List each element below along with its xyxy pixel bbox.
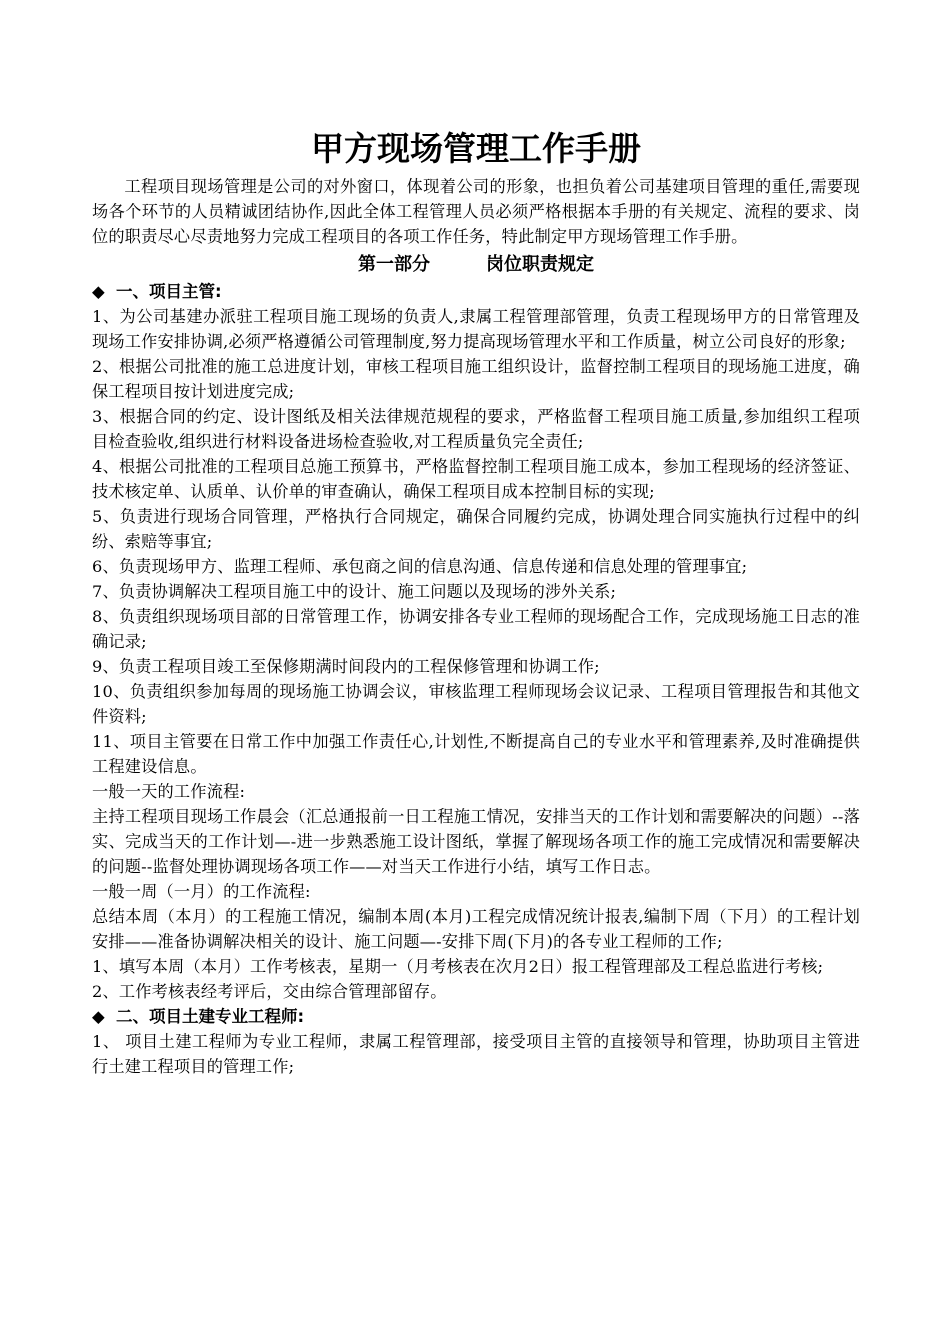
document-title: 甲方现场管理工作手册	[311, 129, 641, 168]
intro-paragraph: 工程项目现场管理是公司的对外窗口，体现着公司的形象，也担负着公司基建项目管理的重任,需要现场各个环节的人员精诚团结协作,因此全体工程管理人员必须严格根据本手册的有关规定、流程的要求、岗位的职责尽心尽责地努力完成工程项目的各项工作任务，特此制定甲方现场管理工作手册。	[92, 177, 860, 246]
diamond-bullet-icon: ◆	[92, 1007, 105, 1026]
section-heading-project-manager	[92, 279, 860, 304]
list-item: 5、负责进行现场合同管理，严格执行合同规定，确保合同履约完成，协调处理合同实施执行过程中的纠纷、索赔等事宜;	[92, 507, 860, 551]
document-page	[92, 126, 860, 1079]
list-item: 9、负责工程项目竣工至保修期满时间段内的工程保修管理和协调工作;	[92, 657, 600, 676]
daily-workflow-text: 主持工程项目现场工作晨会（汇总通报前一日工程施工情况，安排当天的工作计划和需要解决的问题）--落实、完成当天的工作计划—-进一步熟悉施工设计图纸，掌握了解现场各项工作的施工完成情况和需要解决的问题--监督处理协调现场各项工作——对当天工作进行小结，填写工作日志。	[92, 807, 860, 876]
section-heading-label: 一、项目主管:	[116, 282, 222, 301]
diamond-bullet-icon: ◆	[92, 282, 105, 301]
list-item: 8、负责组织现场项目部的日常管理工作，协调安排各专业工程师的现场配合工作，完成现场施工日志的准确记录;	[92, 607, 860, 651]
part-name: 岗位职责规定	[486, 254, 594, 275]
section-heading-label: 二、项目土建专业工程师:	[116, 1007, 305, 1026]
weekly-workflow-text: 总结本周（本月）的工程施工情况，编制本周(本月)工程完成情况统计报表,编制下周（下月）的工程计划安排——准备协调解决相关的设计、施工问题—-安排下周(下月)的各专业工程师的工作;	[92, 907, 860, 951]
list-item: 1、填写本周（本月）工作考核表，星期一（月考核表在次月2日）报工程管理部及工程总监进行考核;	[92, 957, 824, 976]
list-item: 1、 项目土建工程师为专业工程师，隶属工程管理部，接受项目主管的直接领导和管理，协助项目主管进行土建工程项目的管理工作;	[92, 1032, 860, 1076]
list-item: 7、负责协调解决工程项目施工中的设计、施工问题以及现场的涉外关系;	[92, 582, 617, 601]
daily-workflow-label: 一般一天的工作流程:	[92, 782, 246, 801]
section-heading-civil-engineer	[92, 1004, 860, 1029]
list-item: 6、负责现场甲方、监理工程师、承包商之间的信息沟通、信息传递和信息处理的管理事宜;	[92, 557, 748, 576]
weekly-workflow-label: 一般一周（一月）的工作流程:	[92, 882, 311, 901]
list-item: 2、根据公司批准的施工总进度计划，审核工程项目施工组织设计，监督控制工程项目的现场施工进度，确保工程项目按计划进度完成;	[92, 357, 860, 401]
part-label: 第一部分	[358, 254, 430, 275]
part-heading	[92, 251, 860, 279]
list-item: 2、工作考核表经考评后，交由综合管理部留存。	[92, 982, 447, 1001]
list-item: 11、项目主管要在日常工作中加强工作责任心,计划性,不断提高自己的专业水平和管理素养,及时准确提供工程建设信息。	[92, 732, 860, 776]
list-item: 4、根据公司批准的工程项目总施工预算书，严格监督控制工程项目施工成本，参加工程现场的经济签证、技术核定单、认质单、认价单的审查确认，确保工程项目成本控制目标的实现;	[92, 457, 860, 501]
list-item: 10、负责组织参加每周的现场施工协调会议，审核监理工程师现场会议记录、工程项目管理报告和其他文件资料;	[92, 682, 860, 726]
list-item: 1、为公司基建办派驻工程项目施工现场的负责人,隶属工程管理部管理，负责工程现场甲方的日常管理及现场工作安排协调,必须严格遵循公司管理制度,努力提高现场管理水平和工作质量，树立公司良好的形象;	[92, 307, 860, 351]
list-item: 3、根据合同的约定、设计图纸及相关法律规范规程的要求，严格监督工程项目施工质量,参加组织工程项目检查验收,组织进行材料设备进场检查验收,对工程质量负完全责任;	[92, 407, 860, 451]
